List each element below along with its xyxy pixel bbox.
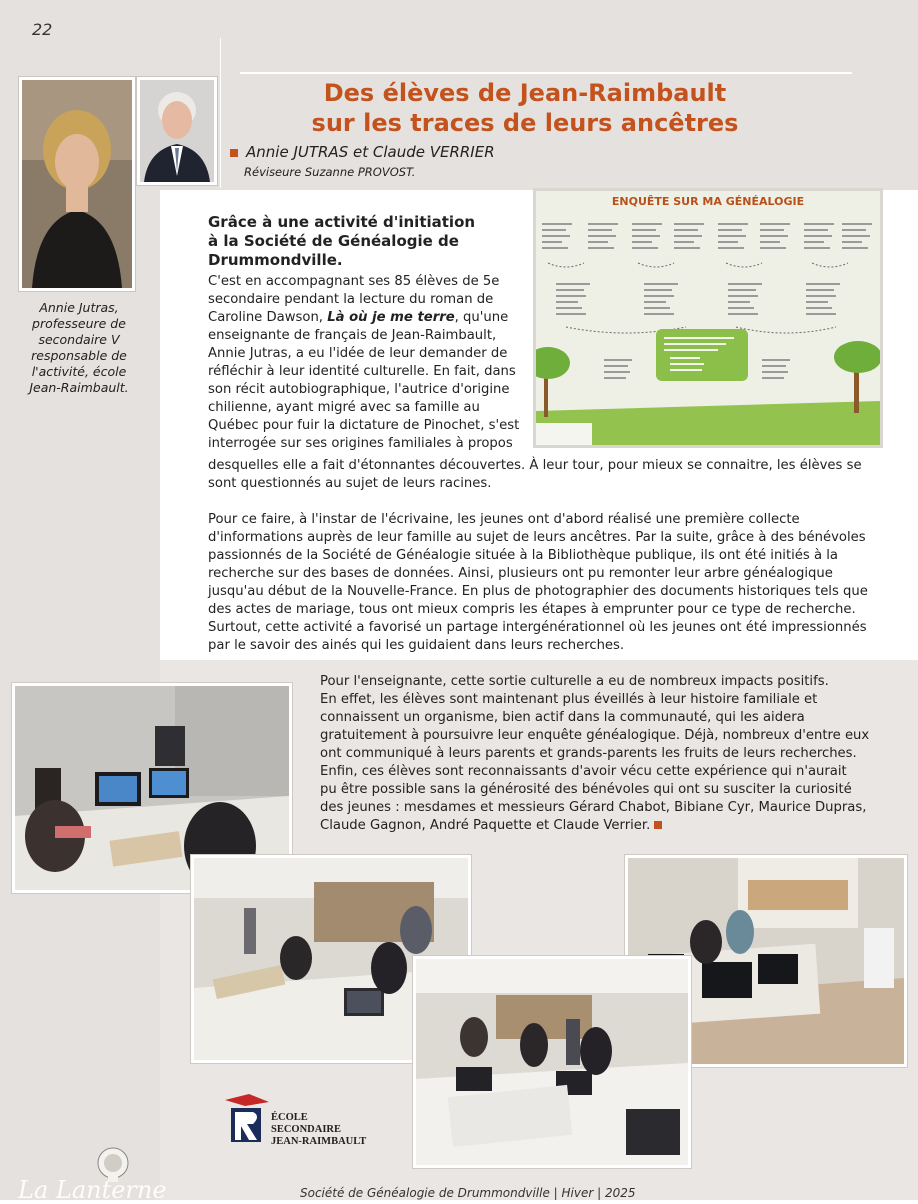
enquete-title: ENQUÊTE SUR MA GÉNÉALOGIE [611, 195, 805, 208]
authors-line [230, 143, 495, 161]
accent-square-icon [230, 149, 238, 157]
paragraph-3 [320, 673, 880, 835]
caption-line: responsable de [31, 348, 127, 363]
school-logo [225, 1094, 375, 1146]
caption-line: secondaire V [38, 332, 120, 347]
authors: Annie JUTRAS et Claude VERRIER [246, 143, 495, 161]
text-line: jusqu'au début de la Nouvelle-France. En plus de photographier des documents historiques tels que [208, 584, 868, 599]
page-footer: Société de Généalogie de Drummondville | Hiver | 2025 [300, 1186, 636, 1200]
portrait-claude-image [140, 80, 214, 182]
text-line: gratuitement à poursuivre leur enquête généalogique. Déjà, nombreux d'entre eux [320, 728, 870, 743]
school-name [271, 1112, 375, 1148]
lead-line: à la Société de Généalogie de [208, 232, 459, 250]
title-line-1: Des élèves de Jean-Raimbault [323, 79, 727, 107]
decorative-horizontal-line [240, 72, 852, 74]
lead-heading [208, 213, 528, 270]
photo-image [416, 959, 688, 1165]
article-title [270, 78, 780, 138]
text-line: réfléchir à leur identité culturelle. En fait, dans [208, 364, 516, 379]
text-line: des jeunes : mesdames et messieurs Gérard Chabot, Bibiane Cyr, Maurice Dupras, [320, 800, 867, 815]
school-line-2: JEAN-RAIMBAULT [271, 1136, 367, 1147]
page-number: 22 [32, 20, 53, 39]
text-line: Surtout, cette activité a favorisé un partage intergénérationnel où les jeunes ont été impressionnés [208, 620, 867, 635]
caption-line: l'activité, école [31, 364, 127, 379]
text-line: pu être possible sans la générosité des bénévoles qui ont su susciter la curiosité [320, 782, 852, 797]
book-title: Là où je me terre [327, 310, 455, 325]
text-line: son récit autobiographique, l'autrice d'origine [208, 382, 510, 397]
text-line: interrogée sur ses origines familiales à propos [208, 436, 513, 451]
text-line: Enfin, ces élèves sont reconnaissants d'avoir vécu cette expérience qui n'aurait [320, 764, 847, 779]
paragraph-1-continued [208, 457, 878, 493]
text-line: d'informations auprès de leur famille au sujet de leurs ancêtres. Par la suite, grâce à des bénévoles [208, 530, 866, 545]
reviser: Réviseure Suzanne PROVOST. [244, 165, 416, 179]
school-line-1: ÉCOLE SECONDAIRE [271, 1112, 342, 1135]
text-line: En effet, les élèves sont maintenant plus éveillés à leur histoire familiale et [320, 692, 818, 707]
text-line: par le savoir des ainés qui les guidaient dans leurs recherches. [208, 638, 625, 653]
text-line: chilienne, ayant migré avec sa famille au [208, 400, 480, 415]
text-line: secondaire pendant la lecture du roman de [208, 292, 494, 307]
caption-line: professeure de [32, 316, 126, 331]
text-line: des actes de mariage, tous ont mieux compris les étapes à emprunter pour ce type de recherche. [208, 602, 856, 617]
decorative-vertical-line [220, 38, 221, 188]
portrait-annie-image [22, 80, 132, 288]
caption-line: Jean-Raimbault. [29, 380, 129, 395]
text-line: Pour ce faire, à l'instar de l'écrivaine, les jeunes ont d'abord réalisé une première collecte [208, 512, 800, 527]
school-logo-icon [225, 1094, 269, 1144]
lead-line: Grâce à une activité d'initiation [208, 213, 476, 231]
text-line: desquelles elle a fait d'étonnantes découvertes. À leur tour, pour mieux se connaitre, les élèves se [208, 458, 862, 473]
text-line: Caroline Dawson, Là où je me terre, qu'une [208, 310, 509, 325]
title-line-2: sur les traces de leurs ancêtres [311, 109, 739, 137]
text-line: ont communiqué à leurs parents et grands-parents les fruits de leurs recherches. [320, 746, 857, 761]
photo-students-laptops [413, 956, 691, 1168]
caption-line: Annie Jutras, [39, 300, 119, 315]
portrait-caption [20, 300, 138, 396]
portrait-annie-jutras [18, 76, 136, 292]
text-line: Annie Jutras, a eu l'idée de leur demander de [208, 346, 508, 361]
portrait-claude-verrier [136, 76, 218, 186]
worksheet-graphic [536, 191, 880, 445]
text-line: recherche sur des bases de données. Ainsi, plusieurs ont pu remonter leur arbre généalogique [208, 566, 833, 581]
text-line: C'est en accompagnant ses 85 élèves de 5e [208, 274, 500, 289]
text-line: Pour l'enseignante, cette sortie culturelle a eu de nombreux impacts positifs. [320, 674, 829, 689]
paragraph-1 [208, 273, 528, 453]
text-line: connaissent un organisme, bien actif dans la communauté, qui les aidera [320, 710, 805, 725]
magazine-name: La Lanterne [18, 1176, 167, 1204]
enquete-worksheet [533, 188, 883, 448]
text-line: Claude Gagnon, André Paquette et Claude Verrier. [320, 817, 880, 835]
lead-line: Drummondville. [208, 251, 343, 269]
text-line: sont questionnés au sujet de leurs racines. [208, 476, 492, 491]
end-mark-icon [654, 821, 662, 829]
text-line: enseignante de français de Jean-Raimbault, [208, 328, 497, 343]
text-line: Québec pour fuir la dictature de Pinochet, s'est [208, 418, 520, 433]
text-line: passionnés de la Société de Généalogie située à la Bibliothèque publique, ils ont été initiés à la [208, 548, 838, 563]
paragraph-2 [208, 511, 888, 655]
